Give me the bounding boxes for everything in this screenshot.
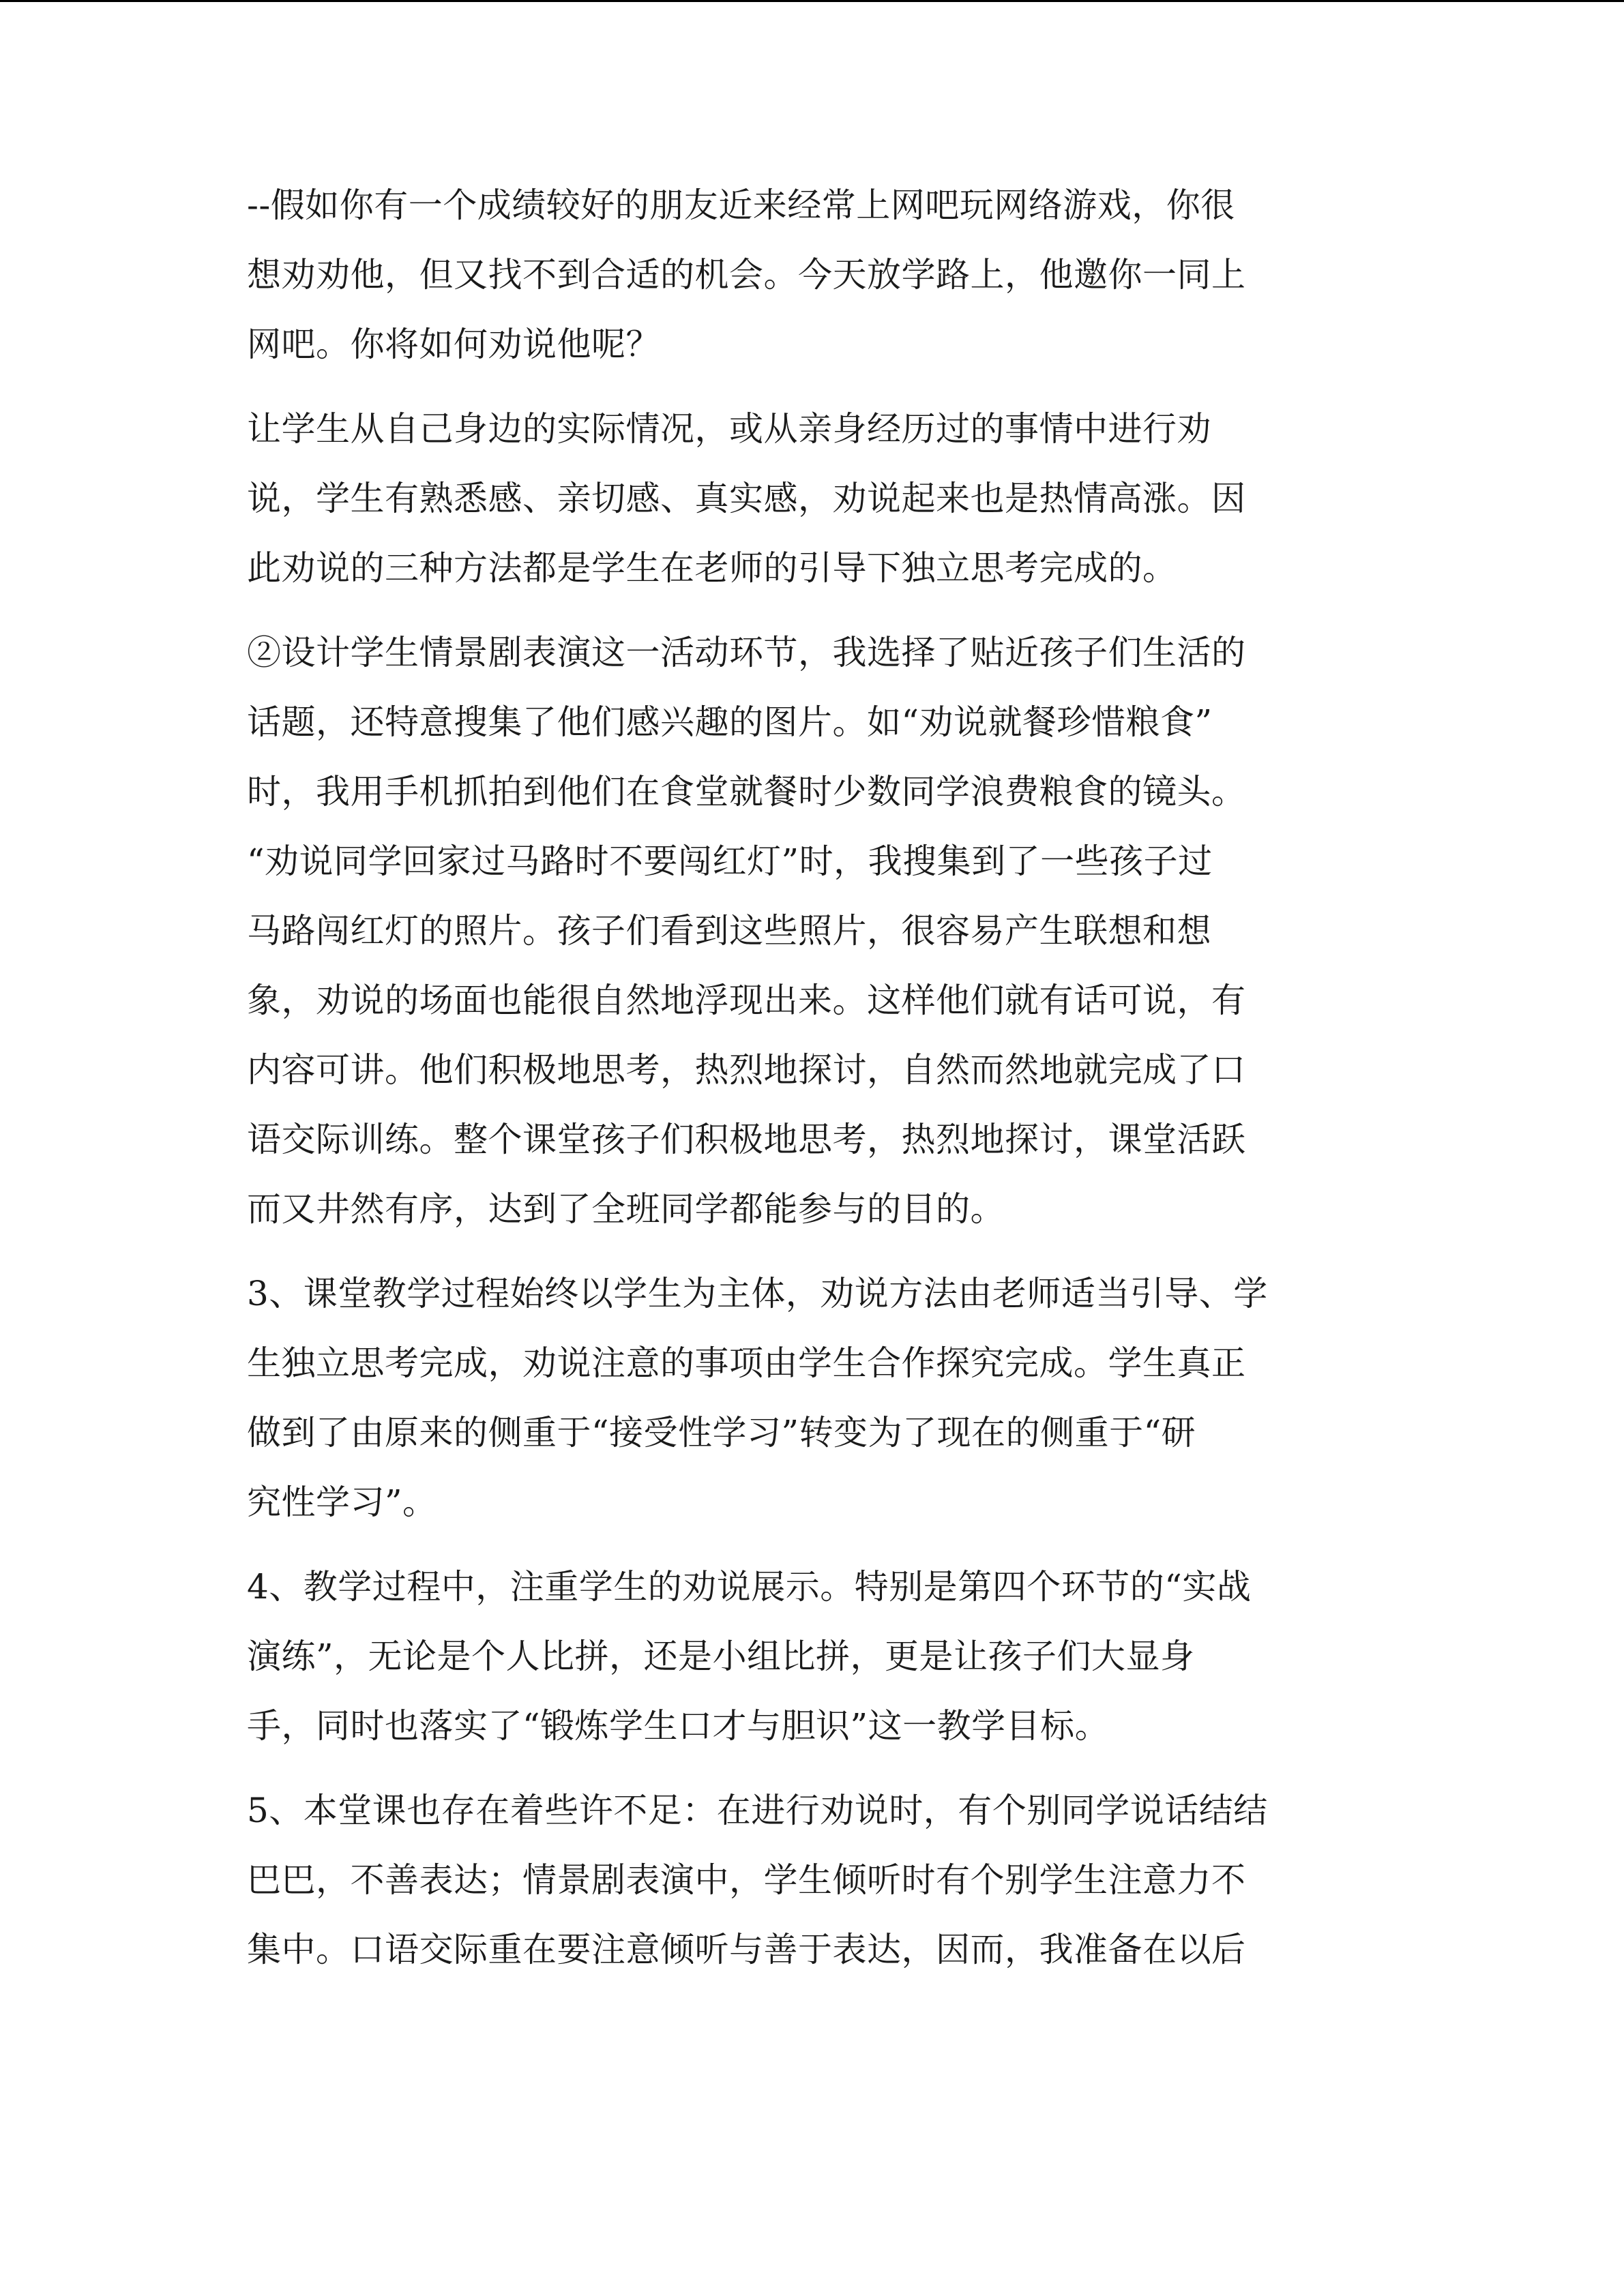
text-line: 马路闯红灯的照片。孩子们看到这些照片，很容易产生联想和想 bbox=[247, 911, 1211, 951]
text-line: 网吧。你将如何劝说他呢？ bbox=[247, 325, 660, 364]
text-line: 5、本堂课也存在着些许不足：在进行劝说时，有个别同学说话结结 bbox=[247, 1791, 1268, 1830]
document-body bbox=[247, 170, 1379, 1999]
text-line: 演练”，无论是个人比拼，还是小组比拼，更是让孩子们大显身 bbox=[247, 1637, 1195, 1676]
paragraph-role-play-design bbox=[247, 618, 1379, 1244]
paragraph-scenario-prompt bbox=[247, 170, 1379, 379]
text-line: 让学生从自己身边的实际情况，或从亲身经历过的事情中进行劝 bbox=[247, 409, 1211, 449]
text-line: 话题，还特意搜集了他们感兴趣的图片。如“劝说就餐珍惜粮食” bbox=[247, 702, 1213, 742]
text-line: 究性学习”。 bbox=[247, 1482, 437, 1522]
paragraph-point-4 bbox=[247, 1552, 1379, 1761]
text-line: 想劝劝他，但又找不到合适的机会。今天放学路上，他邀你一同上 bbox=[247, 255, 1246, 295]
text-line: 生独立思考完成，劝说注意的事项由学生合作探究完成。学生真正 bbox=[247, 1343, 1246, 1383]
text-line: 内容可讲。他们积极地思考，热烈地探讨，自然而然地就完成了口 bbox=[247, 1050, 1246, 1090]
text-line: 时，我用手机抓拍到他们在食堂就餐时少数同学浪费粮食的镜头。 bbox=[247, 772, 1246, 811]
text-line: 象，劝说的场面也能很自然地浮现出来。这样他们就有话可说，有 bbox=[247, 981, 1246, 1020]
text-line: 手，同时也落实了“锻炼学生口才与胆识”这一教学目标。 bbox=[247, 1706, 1110, 1746]
text-line: “劝说同学回家过马路时不要闯红灯”时，我搜集到了一些孩子过 bbox=[247, 841, 1213, 881]
text-line: ②设计学生情景剧表演这一活动环节，我选择了贴近孩子们生活的 bbox=[247, 633, 1246, 672]
paragraph-point-3 bbox=[247, 1259, 1379, 1537]
text-line: 4、教学过程中，注重学生的劝说展示。特别是第四个环节的“实战 bbox=[247, 1567, 1252, 1607]
text-line: --假如你有一个成绩较好的朋友近来经常上网吧玩网络游戏，你很 bbox=[247, 185, 1235, 225]
paragraph-point-5 bbox=[247, 1776, 1379, 1984]
paragraph-real-situation bbox=[247, 394, 1379, 603]
text-line: 说，学生有熟悉感、亲切感、真实感，劝说起来也是热情高涨。因 bbox=[247, 479, 1246, 518]
page-top-border bbox=[0, 0, 1624, 2]
text-line: 做到了由原来的侧重于“接受性学习”转变为了现在的侧重于“研 bbox=[247, 1413, 1196, 1452]
text-line: 语交际训练。整个课堂孩子们积极地思考，热烈地探讨，课堂活跃 bbox=[247, 1120, 1246, 1159]
text-line: 此劝说的三种方法都是学生在老师的引导下独立思考完成的。 bbox=[247, 548, 1177, 588]
text-line: 3、课堂教学过程始终以学生为主体，劝说方法由老师适当引导、学 bbox=[247, 1274, 1268, 1313]
text-line: 集中。口语交际重在要注意倾听与善于表达，因而，我准备在以后 bbox=[247, 1930, 1246, 1969]
text-line: 巴巴，不善表达；情景剧表演中，学生倾听时有个别学生注意力不 bbox=[247, 1860, 1246, 1900]
text-line: 而又井然有序，达到了全班同学都能参与的目的。 bbox=[247, 1189, 1005, 1229]
